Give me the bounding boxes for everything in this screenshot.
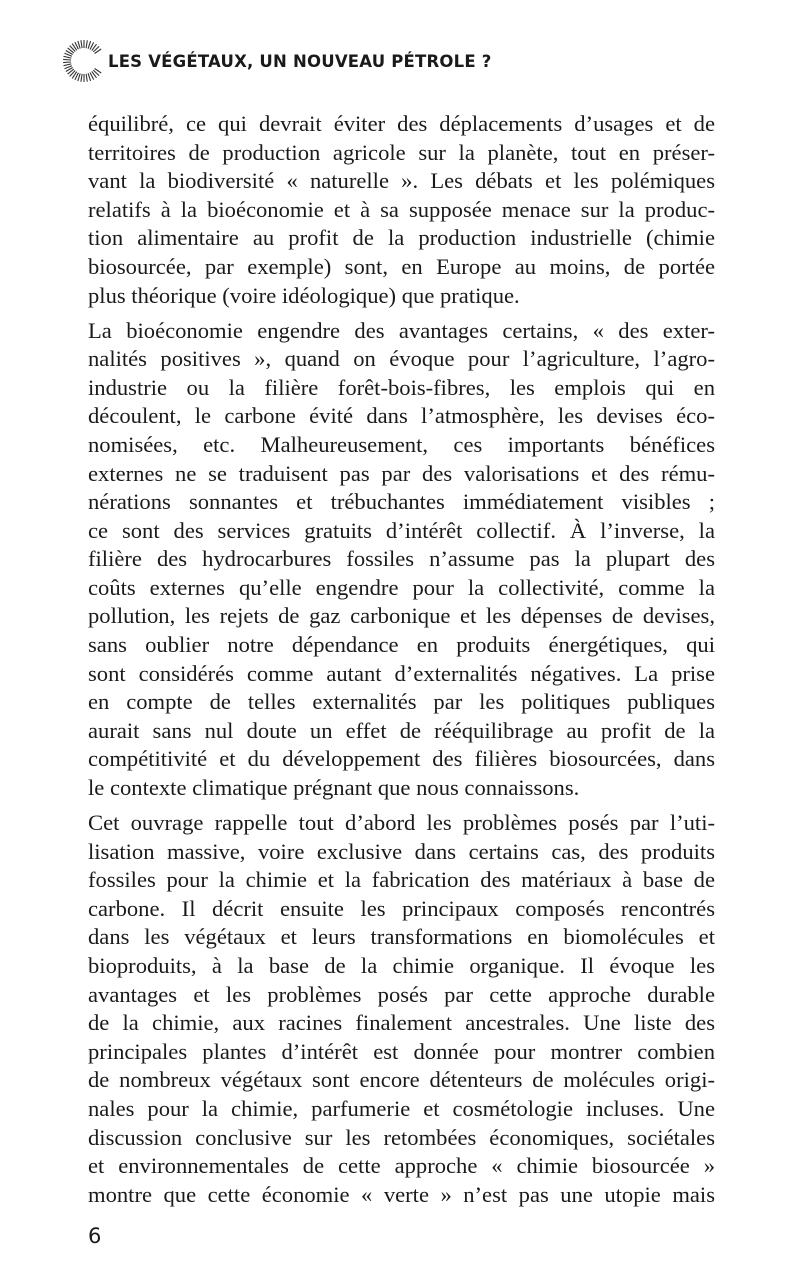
- text-line: sans oublier notre dépendance en produits énergétiques, qui: [88, 632, 715, 658]
- text-line: équilibré, ce qui devrait éviter des déplacements d’usages et de: [88, 111, 715, 136]
- text-line: Cet ouvrage rappelle tout d’abord les problèmes posés par l’uti-: [88, 810, 715, 836]
- sun-rays-icon: [54, 38, 106, 84]
- text-line: discussion conclusive sur les retombées économiques, sociétales: [88, 1124, 715, 1150]
- text-line: principales plantes d’intérêt est donnée pour montrer combien: [88, 1038, 715, 1064]
- text-line: nomisées, etc. Malheureusement, ces importants bénéfices: [88, 431, 715, 457]
- text-line: ce sont des services gratuits d’intérêt collectif. À l’inverse, la: [88, 517, 715, 543]
- running-header-title: LES VÉGÉTAUX, UN NOUVEAU PÉTROLE ?: [108, 51, 492, 71]
- text-line: relatifs à la bioéconomie et à sa supposée menace sur la produc-: [88, 196, 715, 222]
- text-line: nales pour la chimie, parfumerie et cosmétologie incluses. Une: [88, 1095, 715, 1121]
- text-line: compétitivité et du développement des filières biosourcées, dans: [88, 746, 715, 772]
- text-line: en compte de telles externalités par les politiques publiques: [88, 689, 715, 715]
- page-number: 6: [88, 1224, 102, 1248]
- text-line: montre que cette économie « verte » n’est pas une utopie mais: [88, 1181, 715, 1207]
- text-line: pollution, les rejets de gaz carbonique et les dépenses de devises,: [88, 603, 715, 629]
- paragraph: [88, 317, 715, 803]
- text-line: de nombreux végétaux sont encore détenteurs de molécules origi-: [88, 1067, 715, 1093]
- text-line: La bioéconomie engendre des avantages certains, « des exter-: [88, 317, 715, 343]
- text-line: territoires de production agricole sur la planète, tout en préser-: [88, 139, 715, 165]
- text-line: vant la biodiversité « naturelle ». Les débats et les polémiques: [88, 168, 715, 194]
- running-header: [54, 38, 492, 84]
- text-line: lisation massive, voire exclusive dans certains cas, des produits: [88, 838, 715, 864]
- text-line: coûts externes qu’elle engendre pour la collectivité, comme la: [88, 574, 715, 600]
- text-line: carbone. Il décrit ensuite les principaux composés rencontrés: [88, 895, 715, 921]
- text-line: découlent, le carbone évité dans l’atmosphère, les devises éco-: [88, 403, 715, 429]
- text-line: industrie ou la filière forêt-bois-fibres, les emplois qui en: [88, 374, 715, 400]
- text-line: avantages et les problèmes posés par cette approche durable: [88, 981, 715, 1007]
- text-line: le contexte climatique prégnant que nous connaissons.: [88, 775, 580, 801]
- paragraph: [88, 809, 715, 1209]
- text-line: aurait sans nul doute un effet de rééquilibrage au profit de la: [88, 717, 715, 743]
- text-line: sont considérés comme autant d’externalités négatives. La prise: [88, 660, 715, 686]
- paragraph: [88, 110, 715, 310]
- text-line: dans les végétaux et leurs transformations en biomolécules et: [88, 924, 715, 950]
- text-line: externes ne se traduisent pas par des valorisations et des rému-: [88, 460, 715, 486]
- body-text: [88, 110, 715, 1216]
- text-line: bioproduits, à la base de la chimie organique. Il évoque les: [88, 953, 715, 978]
- text-line: et environnementales de cette approche « chimie biosourcée »: [88, 1153, 715, 1179]
- text-line: plus théorique (voire idéologique) que pratique.: [88, 282, 520, 308]
- text-line: filière des hydrocarbures fossiles n’assume pas la plupart des: [88, 546, 715, 572]
- text-line: fossiles pour la chimie et la fabrication des matériaux à base de: [88, 867, 715, 893]
- text-line: tion alimentaire au profit de la production industrielle (chimie: [88, 225, 715, 251]
- text-line: biosourcée, par exemple) sont, en Europe au moins, de portée: [88, 253, 715, 279]
- text-line: nalités positives », quand on évoque pour l’agriculture, l’agro-: [88, 346, 715, 372]
- text-line: nérations sonnantes et trébuchantes immédiatement visibles ;: [88, 489, 715, 515]
- text-line: de la chimie, aux racines finalement ancestrales. Une liste des: [88, 1010, 715, 1036]
